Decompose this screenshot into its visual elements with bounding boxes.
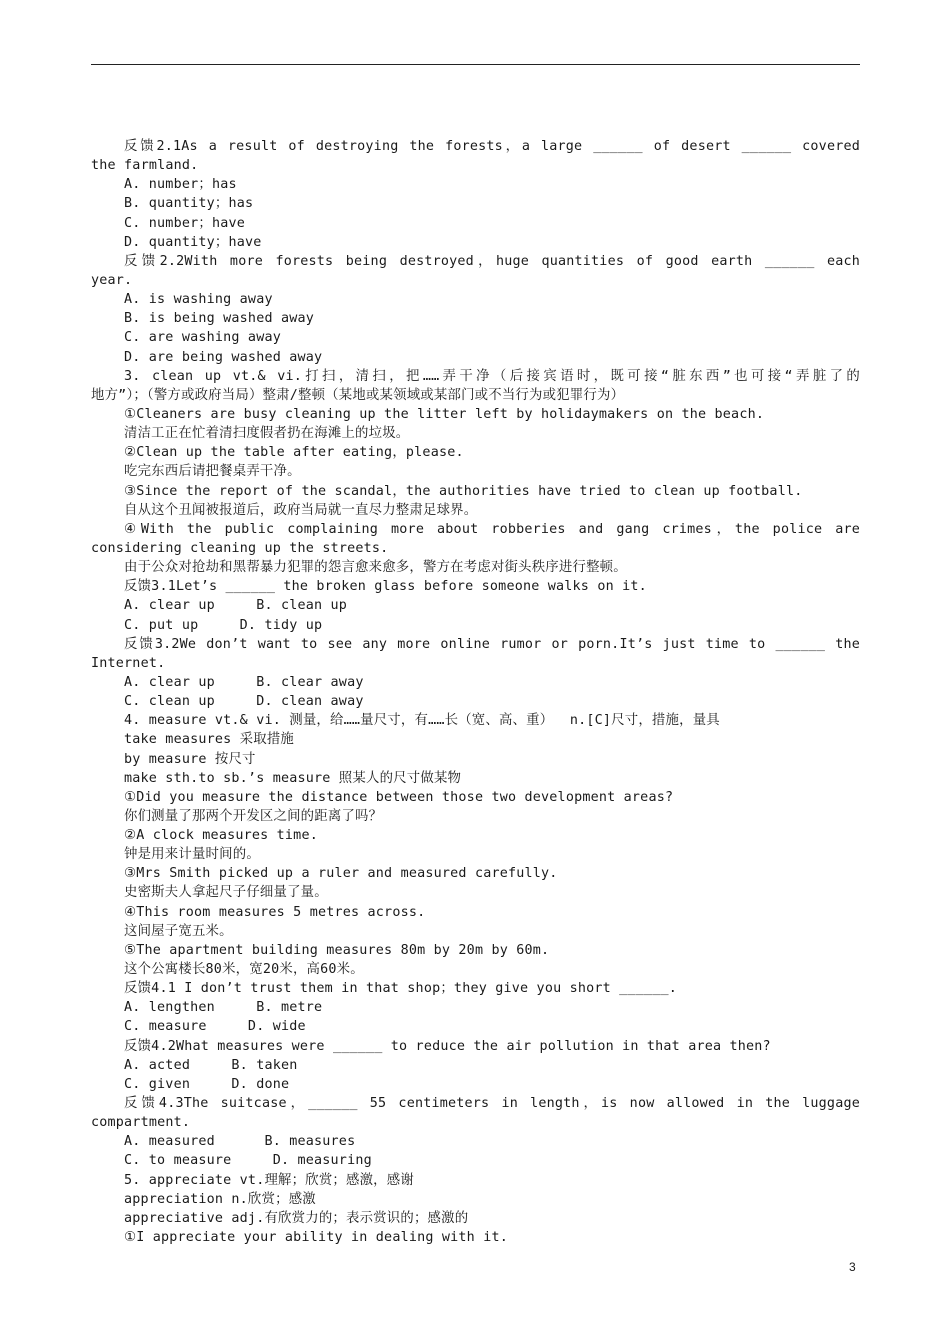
example-line: ②Clean up the table after eating，please. <box>124 445 464 461</box>
text-line: 反馈2.2With more forests being destroyed，huge quantities of good earth ______ each <box>124 253 860 269</box>
option-line: A. acted B. taken <box>124 1057 298 1073</box>
text-line: by measure 按尺寸 <box>124 751 256 767</box>
option-line: A. is washing away <box>124 292 273 308</box>
text-line: 反馈4.2What measures were ______ to reduce the air pollution in that area then? <box>124 1038 771 1054</box>
text-line: the farmland. <box>91 158 199 174</box>
example-line: ⑤The apartment building measures 80m by 20m by 60m. <box>124 942 550 958</box>
example-line: considering cleaning up the streets. <box>91 540 389 556</box>
text-line: 地方”）；（警方或政府当局）整肃/整顿（某地或某领域或某部门或不当行为或犯罪行为） <box>91 387 625 403</box>
option-line: B. quantity；has <box>124 196 254 212</box>
example-line: ③Mrs Smith picked up a ruler and measured carefully. <box>124 866 558 882</box>
translation-line: 自从这个丑闻被报道后，政府当局就一直尽力整肃足球界。 <box>124 502 478 518</box>
example-line: ④With the public complaining more about robberies and gang crimes，the police are <box>124 521 860 537</box>
text-line: 反馈3.2We don’t want to see any more online rumor or porn.It’s just time to ______ the <box>124 636 860 652</box>
option-line: C. put up D. tidy up <box>124 617 323 633</box>
option-line: C. are washing away <box>124 330 281 346</box>
example-line: ①I appreciate your ability in dealing with it. <box>124 1230 508 1246</box>
option-line: A. lengthen B. metre <box>124 1000 323 1016</box>
option-line: B. is being washed away <box>124 311 315 327</box>
translation-line: 这个公寓楼长80米，宽20米，高60米。 <box>124 962 364 978</box>
document-body <box>91 137 860 1247</box>
text-line: take measures 采取措施 <box>124 732 295 748</box>
option-line: C. given D. done <box>124 1076 290 1092</box>
example-line: ④This room measures 5 metres across. <box>124 904 426 920</box>
text-line: compartment. <box>91 1115 191 1131</box>
translation-line: 这间屋子宽五米。 <box>124 923 233 939</box>
text-line: 3. clean up vt.& vi.打扫，清扫，把……弄干净（后接宾语时，既可接“脏东西”也可接“弄脏了的 <box>124 368 860 384</box>
example-line: ①Did you measure the distance between those two development areas? <box>124 789 674 805</box>
option-line: D. quantity；have <box>124 234 262 250</box>
text-line: 4. measure vt.& vi. 测量，给……量尺寸，有……长（宽、高、重） n.[C]尺寸，措施，量具 <box>124 713 720 729</box>
translation-line: 你们测量了那两个开发区之间的距离了吗？ <box>124 808 383 824</box>
text-line: 反馈2.1As a result of destroying the forests，a large ______ of desert ______ covered <box>124 139 860 154</box>
text-line: 反馈4.1 I don’t trust them in that shop；they give you short ______. <box>124 981 678 997</box>
option-line: C. number；have <box>124 215 245 231</box>
text-line: make sth.to sb.’s measure 照某人的尺寸做某物 <box>124 770 462 786</box>
option-line: A. measured B. measures <box>124 1134 356 1150</box>
example-line: ③Since the report of the scandal，the authorities have tried to clean up football. <box>124 483 803 499</box>
option-line: A. number；has <box>124 177 237 193</box>
option-line: C. measure D. wide <box>124 1019 306 1035</box>
text-line: 5. appreciate vt.理解；欣赏；感激，感谢 <box>124 1172 414 1188</box>
text-line: 反馈4.3The suitcase，______ 55 centimeters in length，is now allowed in the luggage <box>124 1096 860 1112</box>
translation-line: 钟是用来计量时间的。 <box>124 847 260 863</box>
translation-line: 由于公众对抢劫和黑帮暴力犯罪的怨言愈来愈多，警方在考虑对街头秩序进行整顿。 <box>124 560 627 576</box>
translation-line: 史密斯夫人拿起尺子仔细量了量。 <box>124 885 328 901</box>
text-line: Internet. <box>91 655 166 671</box>
translation-line: 吃完东西后请把餐桌弄干净。 <box>124 464 301 480</box>
text-line: appreciation n.欣赏；感激 <box>124 1191 316 1207</box>
option-line: C. clean up D. clean away <box>124 694 364 710</box>
option-line: D. are being washed away <box>124 349 323 365</box>
page-number: 3 <box>849 1260 856 1274</box>
header-rule <box>91 64 860 65</box>
text-line: 反馈3.1Let’s ______ the broken glass before someone walks on it. <box>124 579 647 595</box>
example-line: ①Cleaners are busy cleaning up the litter left by holidaymakers on the beach. <box>124 406 765 422</box>
option-line: C. to measure D. measuring <box>124 1153 372 1169</box>
text-line: appreciative adj.有欣赏力的；表示赏识的；感激的 <box>124 1210 469 1226</box>
text-line: year. <box>91 272 133 288</box>
option-line: A. clear up B. clean up <box>124 598 348 614</box>
example-line: ②A clock measures time. <box>124 828 318 844</box>
translation-line: 清洁工正在忙着清扫度假者扔在海滩上的垃圾。 <box>124 426 410 442</box>
option-line: A. clear up B. clear away <box>124 674 364 690</box>
